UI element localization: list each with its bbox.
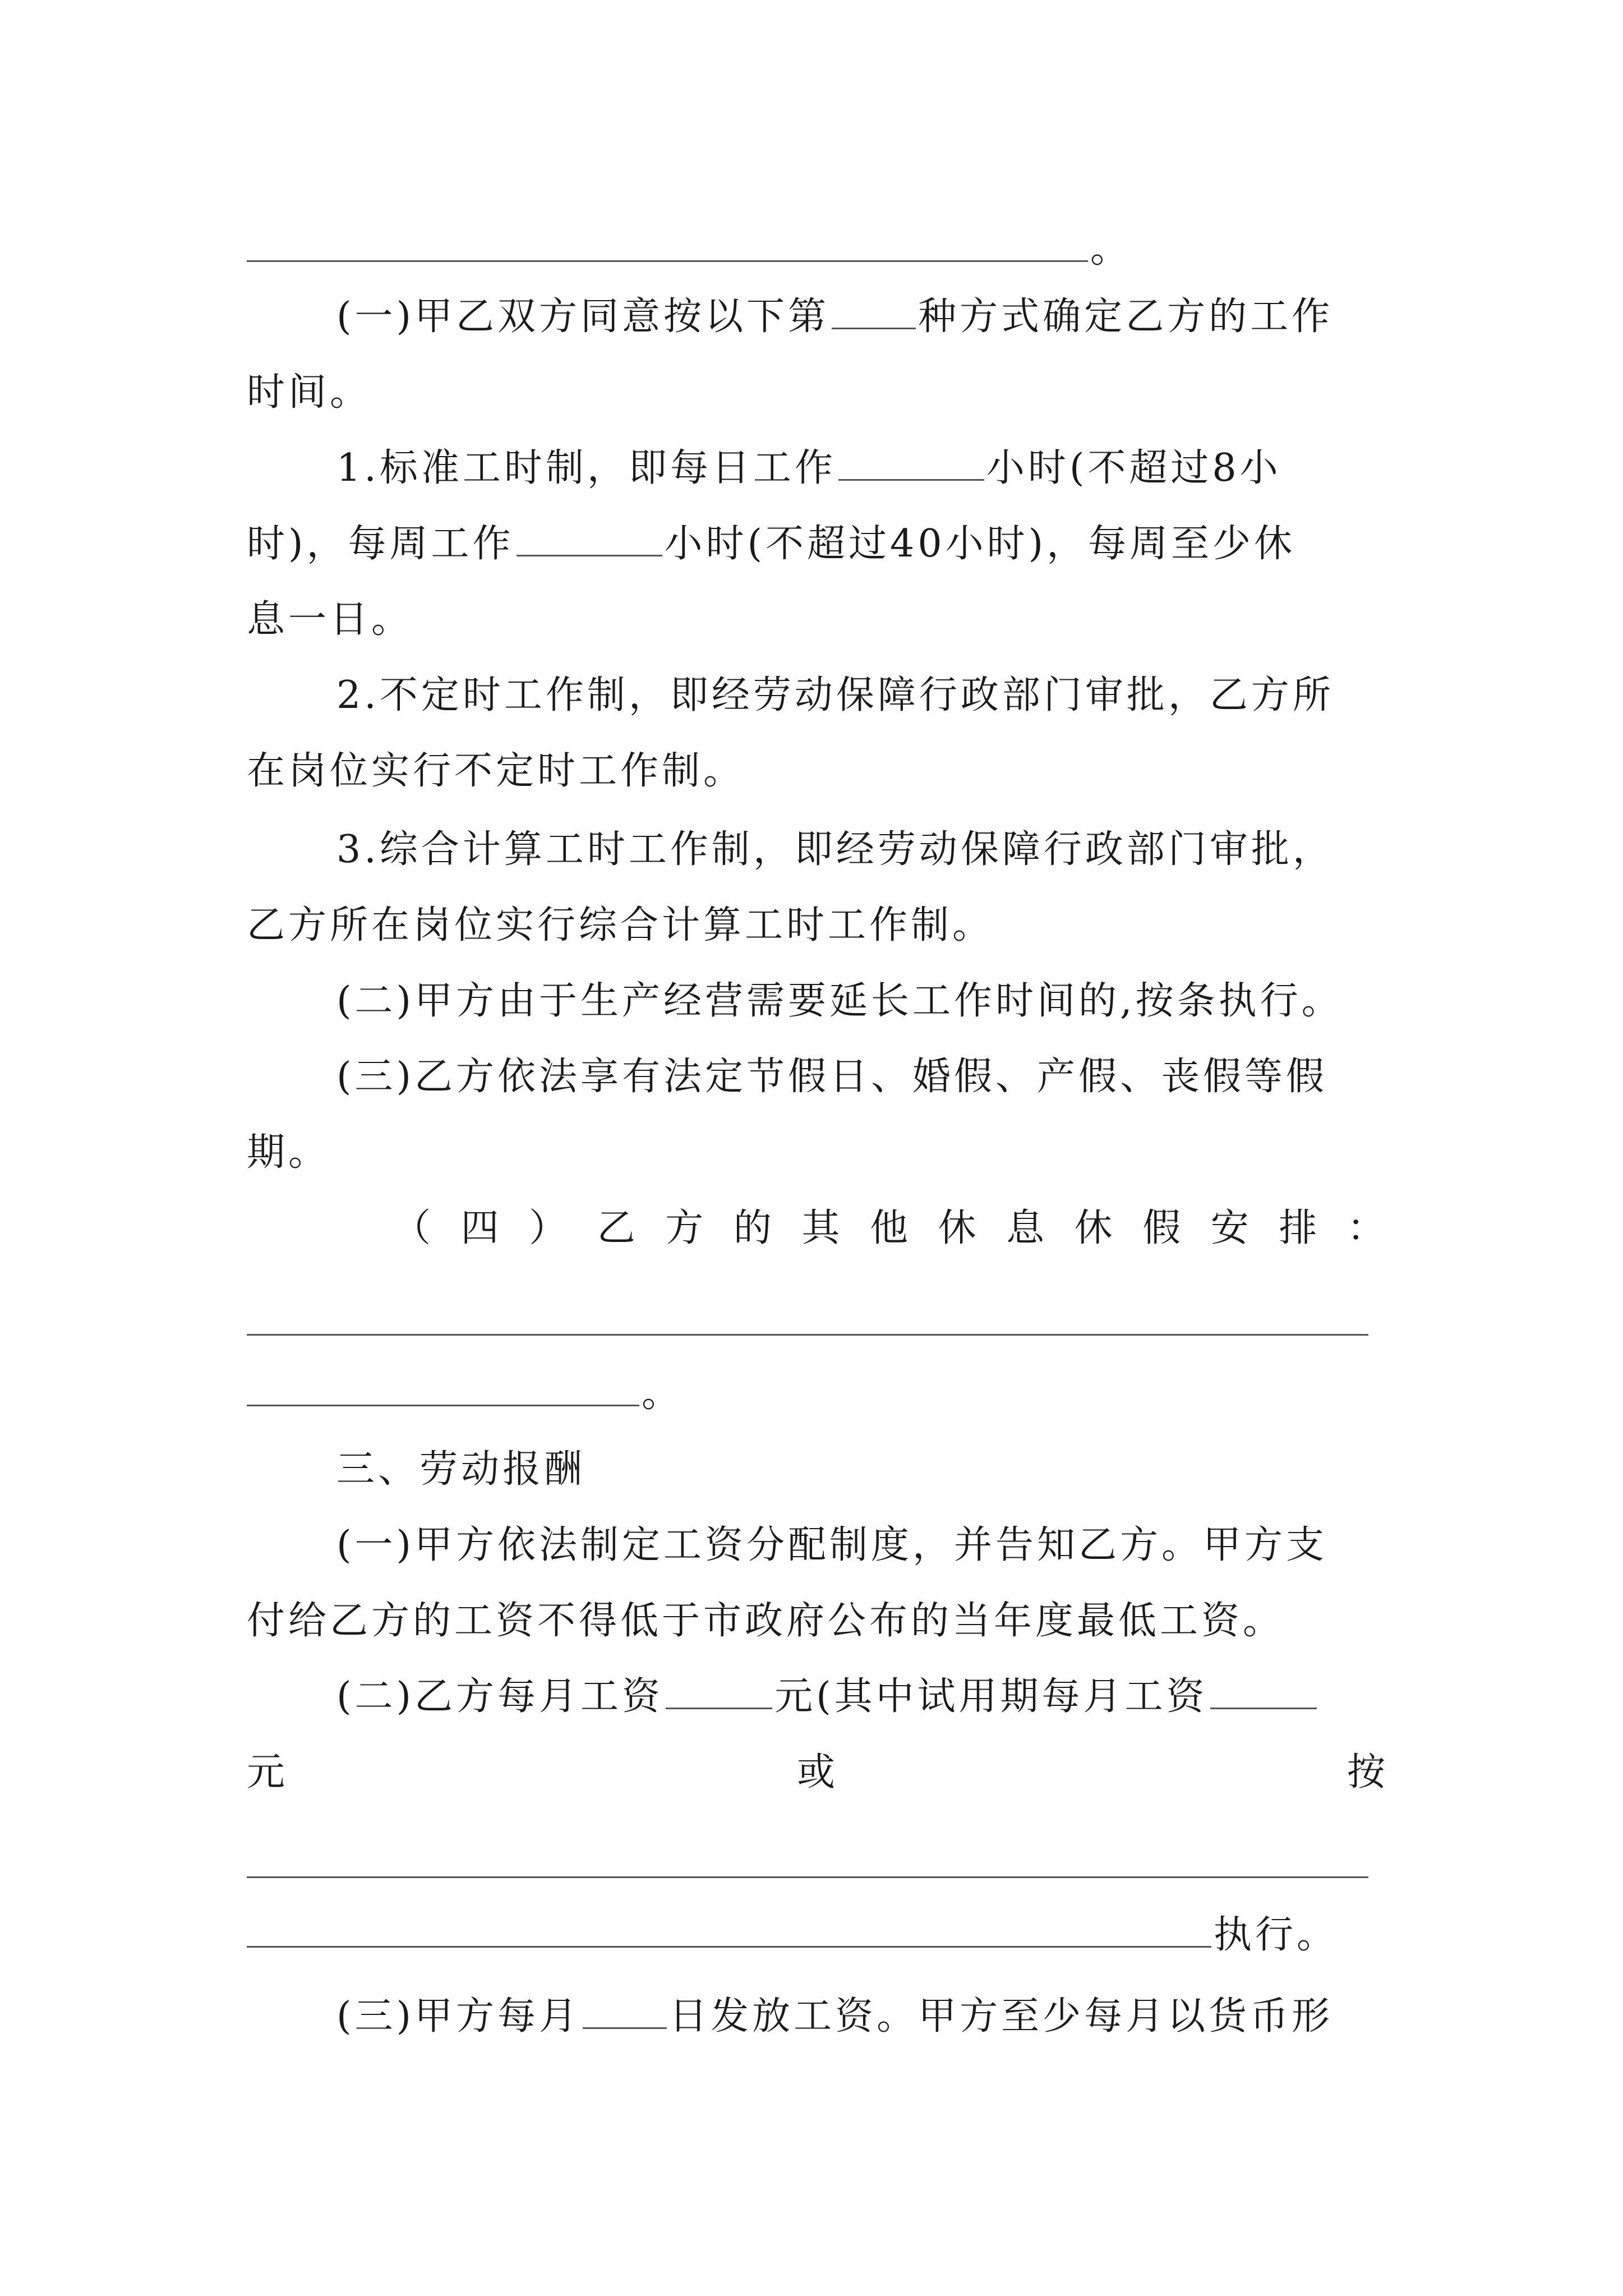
spread-char: 的 bbox=[733, 1206, 772, 1250]
fill-in-blank bbox=[838, 445, 984, 481]
text-fragment: 元 bbox=[247, 1750, 285, 1795]
spread-char: ） bbox=[529, 1206, 568, 1250]
fill-in-blank bbox=[247, 1371, 639, 1406]
paragraph-line bbox=[247, 222, 1385, 278]
paragraph-line bbox=[336, 822, 1385, 878]
text-fragment: 付给乙方的工资不得低于市政府公布的当年度最低工资。 bbox=[247, 1599, 1285, 1643]
text-fragment: 执行。 bbox=[1214, 1913, 1339, 1957]
paragraph-line bbox=[247, 1907, 1385, 1963]
text-fragment: (一)甲乙双方同意按以下第 bbox=[336, 295, 830, 339]
text-fragment: (二)乙方每月工资 bbox=[336, 1674, 664, 1719]
fill-in-blank bbox=[832, 294, 916, 329]
text-fragment: 三、劳动报酬 bbox=[336, 1447, 586, 1492]
text-fragment: 乙方所在岗位实行综合计算工时工作制。 bbox=[247, 903, 994, 947]
text-fragment: 。 bbox=[642, 1372, 684, 1416]
paragraph-line bbox=[336, 668, 1385, 724]
paragraph-line bbox=[247, 1366, 1385, 1422]
spread-char: 排 bbox=[1279, 1206, 1317, 1250]
paragraph-line bbox=[247, 1125, 1385, 1181]
text-fragment: (一)甲方依法制定工资分配制度，并告知乙方。甲方支 bbox=[336, 1523, 1328, 1567]
spread-char: （ bbox=[393, 1206, 431, 1250]
text-fragment: 时间。 bbox=[247, 370, 372, 415]
text-fragment: 期。 bbox=[247, 1130, 330, 1175]
paragraph-line bbox=[247, 365, 1385, 421]
spread-char: 休 bbox=[1074, 1206, 1113, 1250]
paragraph-line bbox=[336, 1669, 1385, 1725]
paragraph-line bbox=[336, 1989, 1385, 2045]
text-fragment: (三)乙方依法享有法定节假日、婚假、产假、丧假等假 bbox=[336, 1055, 1328, 1099]
paragraph-line bbox=[336, 289, 1385, 345]
paragraph-line bbox=[336, 1049, 1385, 1105]
paragraph-line bbox=[247, 516, 1385, 572]
text-fragment: 1.标准工时制，即每日工作 bbox=[336, 446, 836, 490]
text-fragment: 息一日。 bbox=[247, 597, 413, 642]
fill-in-blank bbox=[247, 1912, 1211, 1948]
fill-in-rule bbox=[247, 1334, 1368, 1336]
text-fragment: 3.综合计算工时工作制，即经劳动保障行政部门审批， bbox=[336, 827, 1334, 872]
spread-char: 息 bbox=[1006, 1206, 1045, 1250]
spread-char: 休 bbox=[938, 1206, 976, 1250]
spread-char: ： bbox=[1347, 1206, 1385, 1250]
section-heading bbox=[336, 1442, 1385, 1498]
paragraph-line bbox=[247, 743, 1385, 799]
spread-char: 他 bbox=[869, 1206, 908, 1250]
paragraph-line bbox=[336, 440, 1385, 496]
text-fragment: (三)甲方每月 bbox=[336, 1994, 581, 2039]
text-fragment: 按 bbox=[1347, 1750, 1385, 1795]
text-fragment: 。 bbox=[1090, 227, 1132, 272]
text-fragment: 小时(不超过8小 bbox=[986, 446, 1281, 490]
fill-in-blank bbox=[666, 1674, 772, 1709]
text-fragment: 时)，每周工作 bbox=[247, 522, 514, 566]
text-fragment: 小时(不超过40小时)，每周至少休 bbox=[664, 522, 1296, 566]
text-fragment: 或 bbox=[796, 1750, 835, 1795]
fill-in-blank bbox=[517, 521, 662, 556]
fill-in-blank bbox=[1210, 1674, 1317, 1709]
fill-in-blank bbox=[247, 227, 1088, 262]
fill-in-rule bbox=[247, 1876, 1368, 1878]
text-fragment: 2.不定时工作制，即经劳动保障行政部门审批，乙方所 bbox=[336, 673, 1334, 717]
spread-line bbox=[393, 1200, 1385, 1257]
text-fragment: 在岗位实行不定时工作制。 bbox=[247, 749, 745, 793]
spread-char: 假 bbox=[1142, 1206, 1181, 1250]
spread-char: 其 bbox=[801, 1206, 840, 1250]
fill-in-blank bbox=[583, 1994, 667, 2029]
paragraph-line bbox=[336, 973, 1385, 1029]
text-fragment: (二)甲方由于生产经营需要延长工作时间的,按条执行。 bbox=[336, 979, 1343, 1023]
spread-char: 四 bbox=[460, 1206, 499, 1250]
text-fragment: 元(其中试用期每月工资 bbox=[774, 1674, 1208, 1719]
text-fragment: 日发放工资。甲方至少每月以货币形 bbox=[669, 1994, 1334, 2039]
paragraph-line bbox=[247, 1593, 1385, 1649]
text-fragment: 种方式确定乙方的工作 bbox=[918, 295, 1334, 339]
paragraph-line bbox=[247, 1745, 1385, 1801]
paragraph-line bbox=[247, 592, 1385, 648]
spread-char: 乙 bbox=[597, 1206, 635, 1250]
paragraph-line bbox=[247, 898, 1385, 954]
spread-char: 方 bbox=[665, 1206, 704, 1250]
paragraph-line bbox=[336, 1517, 1385, 1573]
spread-char: 安 bbox=[1210, 1206, 1249, 1250]
